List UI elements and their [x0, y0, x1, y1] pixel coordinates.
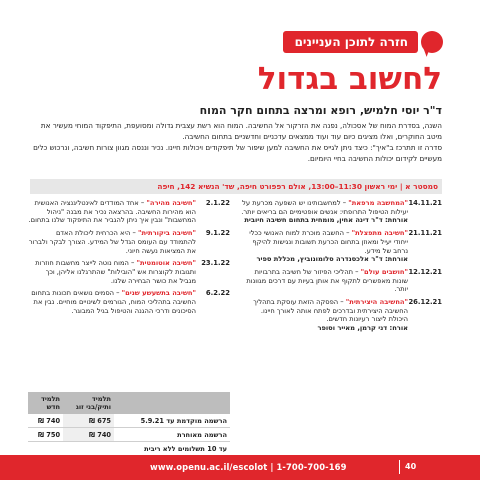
lecture-body — [240, 268, 408, 294]
lecture-date: 14.11.21 — [408, 199, 442, 207]
price-returning: 675 ₪ — [63, 414, 114, 428]
lecture-item — [28, 289, 230, 315]
lecture-description: – אחד המודדים לאינטליגנציה האנושית הוא מהירות החשיבה. בהרצאה נכיר את מבנה "ניהול המחשבות" ונבין איך ניתן להגביר את התיפקוד שלנו בתחום. — [28, 199, 196, 225]
speech-bubble-icon — [421, 31, 443, 53]
lecture-body — [28, 289, 196, 315]
lecture-description: – הסמים נושאים תכונות בתחום החשיבה בתהליכי המוח, הגורמים לשינויים מוחיים. נבין את הסיכונים ודרכי ההגנה והטיפול בגיל המבוגר. — [31, 289, 196, 315]
lecturer-line: ד"ר יוסי חלמיש, רופא ומרצה בתחום חקר המוח — [199, 104, 442, 117]
lectures-column-left — [28, 199, 230, 319]
lecture-guest: אורחת: ד"ר אלכסנדרה סלומונוביץ, מכללת ספיר — [256, 255, 408, 264]
lecture-body — [28, 259, 196, 285]
back-to-toc-badge[interactable] — [283, 31, 443, 53]
lecture-date: 21.11.21 — [408, 229, 442, 238]
price-row-label: הרשמה מאוחרת — [114, 428, 230, 442]
lecture-item — [240, 268, 442, 294]
intro-paragraph: השנה, בסדרת המוח של אסכולה, נפנה את הזרקור אל החשיבה. המוח הוא רשת עצבית גדולה ומסועפת, התיפקוד המוחי מעשיר את מיטב החוקרים, ואלו מציגים כיום עוד ועוד ממצאים עדכניים וחדשניים בתחום החשיבה. — [40, 121, 442, 141]
lecture-item — [240, 298, 442, 333]
price-header-label — [114, 392, 230, 414]
price-table — [28, 392, 230, 455]
price-returning: 740 ₪ — [63, 428, 114, 442]
price-row — [28, 428, 230, 442]
lecture-description: – המוח נוטה לייצר מחשבות חוזרות ותגובות לקוצרות אש "הובילות" שהתרגלנו אליהן, וכך מגביל את כושר הבחירה שלנו. — [35, 259, 196, 285]
footer-divider — [399, 460, 400, 474]
price-row-label: הרשמה מוקדמת עד 5.9.21 — [114, 414, 230, 428]
lecture-body — [28, 229, 196, 255]
lecture-body — [240, 229, 408, 264]
price-header-new: תלמיד חדש — [28, 392, 63, 414]
lecture-item — [28, 229, 230, 255]
lecture-guest: אורחת: ד"ר דינה אחין, מומחית בתחום חשיבה חיובית — [244, 216, 408, 225]
lecture-topic: "המחשבה מרפאת" — [348, 199, 408, 207]
price-header-returning: תלמיד ותיק/בני זוג — [63, 392, 114, 414]
meeting-info-bar: סמסטר א | ימי ראשון 11:30–13:00, אולם רפפורט חיפה, שד' הנשיא 142, חיפה — [30, 179, 442, 194]
intro-text — [30, 120, 442, 164]
lecture-description: – למחשבותינו יש השפעה מכרעת על יעילות הטיפול התרופתי: אנשים אופטימיים הם בריאים יותר. — [241, 199, 408, 216]
lecture-item — [28, 259, 230, 285]
price-new: 740 ₪ — [28, 414, 63, 428]
price-row — [28, 414, 230, 428]
lecture-body — [240, 298, 408, 333]
lecture-date: 9.1.22 — [205, 229, 230, 238]
lecture-item — [240, 199, 442, 225]
lecture-date: 6.2.22 — [205, 289, 230, 298]
page-number: 40 — [405, 462, 417, 471]
intro-paragraph: סדרה זו תתרכז ב"איך": כיצד ניתן לגייס את החשיבה למען שיפור של תיפקודים ויכולות חיינו. נכיר וננסה מגוון צורות חשיבה, ונרכוש כלים מעשיים לקידום יכולות החשיבה בחיי היומיום. — [33, 143, 442, 163]
footer-bar — [0, 455, 480, 480]
lecture-body — [28, 199, 196, 225]
lecture-topic: "חשיבה מתפצלת" — [351, 229, 408, 238]
lecture-description: – הפסקה הזאת עוסקת בתהליך החשיבה היצירתית ובדרכים לפתח אותה לאורך חיינו. היכולת ליצור רעיונות חדשים. — [253, 298, 408, 324]
lecture-guest: אורח: דני קרמן, מאייר וסופר — [317, 324, 408, 333]
footer-contact[interactable]: www.openu.ac.il/escolot | 1-700-700-169 — [150, 462, 347, 472]
lecture-topic: "חשיבה בתשעשע שנים" — [121, 289, 196, 298]
lecture-item — [240, 229, 442, 264]
price-table-header — [28, 392, 230, 414]
lecture-body — [240, 199, 408, 225]
lecture-date: 26.12.21 — [408, 298, 442, 307]
lecture-date: 23.1.22 — [201, 259, 230, 268]
lecture-description: – תהליכי הפיזור של חשיבה בתרבויות שונות מאפשרים לתקוף את אותן בעיות עם דרכים מגוונות יותר. — [246, 267, 408, 294]
lecture-description: – החשבה מוכרת למוח האנושי ככלי ייחודי יעיל ומאוזן בתחום הכרעת תשובות ונגישות להיקף נרחב של מידע. — [249, 229, 408, 255]
lecture-topic: "חשיבה אוטומטית" — [136, 259, 196, 268]
price-new: 750 ₪ — [28, 428, 63, 442]
lecture-topic: "חושבים עולם" — [360, 267, 408, 276]
lecture-item — [28, 199, 230, 225]
lecture-topic: "חשיבה ביקורתית" — [137, 229, 196, 238]
payment-note-row — [28, 442, 230, 456]
payment-note: עד 10 תשלומים ללא ריבית — [144, 444, 227, 453]
lecture-topic: "החשיבה היצירתית" — [345, 298, 408, 307]
lecture-date: 12.12.21 — [408, 267, 442, 276]
lecture-date: 2.1.22 — [205, 199, 230, 207]
lecture-description: – היא הכרחית ליכולת האדם להתמודד עם העומס הגדל של המידע. הצורך לבקר ולברור את המציאות נעשה חיוני. — [28, 229, 196, 255]
back-to-toc-label[interactable]: חזרה לתוכן העניינים — [283, 31, 418, 53]
page-title: לחשוב בגדול — [257, 61, 442, 97]
lecture-topic: "חשיבה מהירה" — [146, 199, 196, 207]
lectures-column-right — [240, 199, 442, 337]
